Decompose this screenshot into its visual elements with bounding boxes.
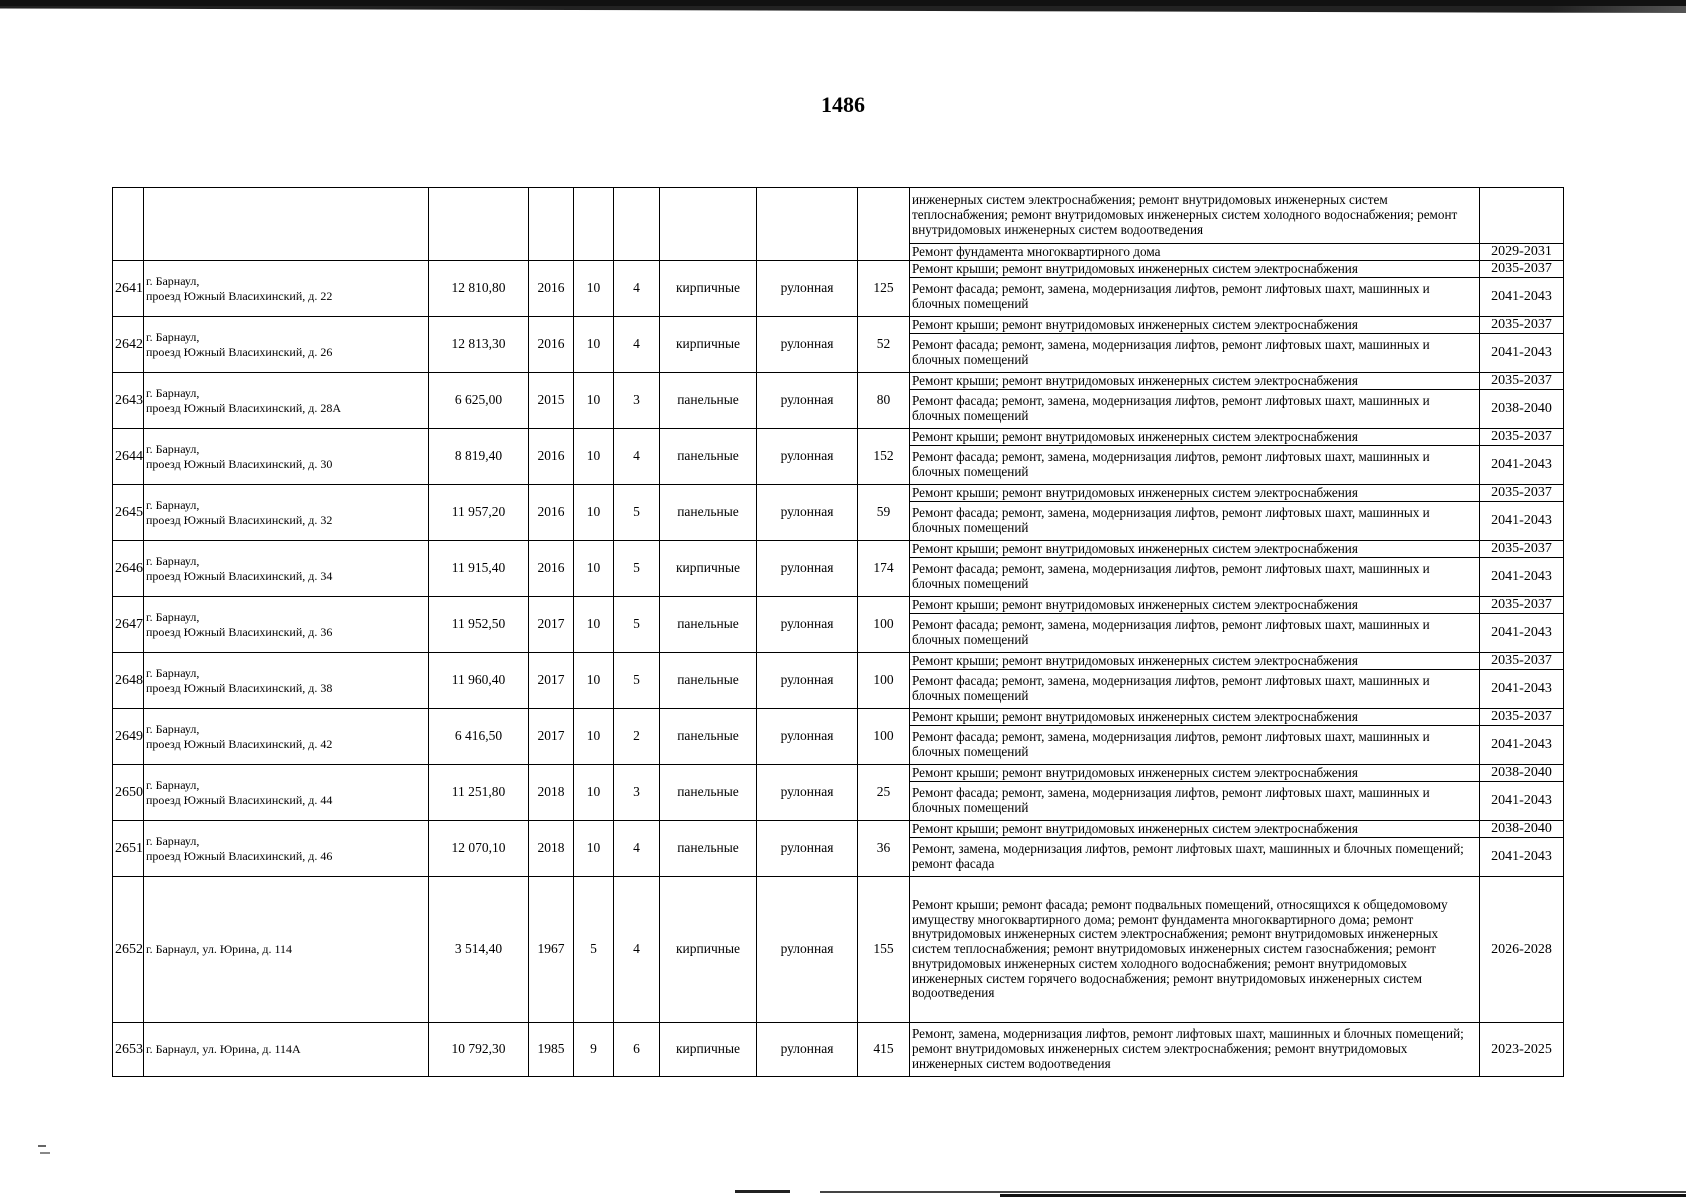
area-cell: 8 819,40 — [429, 429, 529, 485]
address-street: проезд Южный Власихинский, д. 36 — [146, 624, 333, 639]
year-cell: 2016 — [529, 485, 574, 541]
period-cell: 2035-2037 — [1480, 597, 1564, 614]
row-number: 2651 — [113, 821, 144, 877]
table-row — [113, 373, 1564, 390]
row-number: 2643 — [113, 373, 144, 429]
table-row — [113, 597, 1564, 614]
table-row — [113, 653, 1564, 670]
works-cell: Ремонт, замена, модернизация лифтов, ремонт лифтовых шахт, машинных и блочных помещений; ремонт фасада — [910, 838, 1480, 877]
year-cell: 2017 — [529, 597, 574, 653]
period-cell: 2041-2043 — [1480, 334, 1564, 373]
entrances-cell: 5 — [614, 541, 660, 597]
table-row — [113, 429, 1564, 446]
period-cell: 2041-2043 — [1480, 614, 1564, 653]
works-cell: Ремонт фасада; ремонт, замена, модернизация лифтов, ремонт лифтовых шахт, машинных и блочных помещений — [910, 446, 1480, 485]
roof-type-cell: рулонная — [757, 261, 858, 317]
floors-cell: 10 — [574, 373, 614, 429]
residents-cell: 52 — [858, 317, 910, 373]
year-cell: 2018 — [529, 765, 574, 821]
works-cell: Ремонт крыши; ремонт внутридомовых инженерных систем электроснабжения — [910, 653, 1480, 670]
entrances-cell: 4 — [614, 877, 660, 1023]
works-cell: Ремонт крыши; ремонт внутридомовых инженерных систем электроснабжения — [910, 429, 1480, 446]
address-city: г. Барнаул, — [146, 721, 200, 736]
residents-cell: 125 — [858, 261, 910, 317]
period-cell: 2035-2037 — [1480, 373, 1564, 390]
roof-type-cell: рулонная — [757, 877, 858, 1023]
period-cell: 2038-2040 — [1480, 765, 1564, 782]
area-cell: 11 960,40 — [429, 653, 529, 709]
walls-material-cell: панельные — [660, 429, 757, 485]
floors-cell: 10 — [574, 261, 614, 317]
address-street: проезд Южный Власихинский, д. 38 — [146, 680, 333, 695]
residents-cell: 100 — [858, 653, 910, 709]
residents-cell: 155 — [858, 877, 910, 1023]
area-cell: 12 070,10 — [429, 821, 529, 877]
period-cell: 2035-2037 — [1480, 653, 1564, 670]
entrances-cell: 2 — [614, 709, 660, 765]
address-cell — [144, 709, 429, 765]
address-city: г. Барнаул, — [146, 833, 200, 848]
residents-cell: 80 — [858, 373, 910, 429]
roof-type-cell: рулонная — [757, 1023, 858, 1077]
scan-edge-bottom — [820, 1191, 1686, 1193]
period-cell: 2035-2037 — [1480, 709, 1564, 726]
entrances-cell: 5 — [614, 485, 660, 541]
works-cell: Ремонт фасада; ремонт, замена, модернизация лифтов, ремонт лифтовых шахт, машинных и блочных помещений — [910, 670, 1480, 709]
works-cell: Ремонт крыши; ремонт внутридомовых инженерных систем электроснабжения — [910, 765, 1480, 782]
works-cell: Ремонт крыши; ремонт внутридомовых инженерных систем электроснабжения — [910, 597, 1480, 614]
cell-entrances — [614, 188, 660, 261]
area-cell: 3 514,40 — [429, 877, 529, 1023]
period-cell: 2041-2043 — [1480, 670, 1564, 709]
address-city: г. Барнаул, — [146, 329, 200, 344]
year-cell: 2016 — [529, 541, 574, 597]
address-street: проезд Южный Власихинский, д. 30 — [146, 456, 333, 471]
residents-cell: 59 — [858, 485, 910, 541]
roof-type-cell: рулонная — [757, 653, 858, 709]
roof-type-cell: рулонная — [757, 485, 858, 541]
floors-cell: 10 — [574, 317, 614, 373]
works-cell: Ремонт фасада; ремонт, замена, модернизация лифтов, ремонт лифтовых шахт, машинных и блочных помещений — [910, 502, 1480, 541]
walls-material-cell: кирпичные — [660, 541, 757, 597]
scan-edge-top — [0, 0, 1686, 6]
walls-material-cell: кирпичные — [660, 317, 757, 373]
floors-cell: 10 — [574, 653, 614, 709]
works-cell: Ремонт фасада; ремонт, замена, модернизация лифтов, ремонт лифтовых шахт, машинных и блочных помещений — [910, 334, 1480, 373]
entrances-cell: 3 — [614, 765, 660, 821]
address-city: г. Барнаул, — [146, 665, 200, 680]
works-cell: Ремонт крыши; ремонт внутридомовых инженерных систем электроснабжения — [910, 261, 1480, 278]
cell-num — [113, 188, 144, 261]
table-row — [113, 765, 1564, 782]
period-cell: 2035-2037 — [1480, 541, 1564, 558]
entrances-cell: 4 — [614, 317, 660, 373]
scan-mark — [38, 1145, 46, 1147]
residents-cell: 152 — [858, 429, 910, 485]
row-number: 2645 — [113, 485, 144, 541]
works-cell: Ремонт фасада; ремонт, замена, модернизация лифтов, ремонт лифтовых шахт, машинных и блочных помещений — [910, 390, 1480, 429]
address-city: г. Барнаул, — [146, 273, 200, 288]
roof-type-cell: рулонная — [757, 317, 858, 373]
area-cell: 11 957,20 — [429, 485, 529, 541]
works-cell: Ремонт крыши; ремонт фасада; ремонт подвальных помещений, относящихся к общедомовому имуществу многоквартирного дома; ремонт фундамента многоквартирного дома; ремонт внутридомовых инженерных систем электроснабжения; ремонт внутридомовых инженерных систем теплоснабжения; ремонт внутридомовых инженерных систем газоснабжения; ремонт внутридомовых инженерных систем холодного водоснабжения; ремонт внутридомовых инженерных систем горячего водоснабжения; ремонт внутридомовых инженерных систем водоотведения — [910, 877, 1480, 1023]
period-cell: 2026-2028 — [1480, 877, 1564, 1023]
works-cell: Ремонт крыши; ремонт внутридомовых инженерных систем электроснабжения — [910, 373, 1480, 390]
row-number: 2652 — [113, 877, 144, 1023]
year-cell: 2016 — [529, 429, 574, 485]
walls-material-cell: панельные — [660, 373, 757, 429]
floors-cell: 10 — [574, 765, 614, 821]
row-number: 2642 — [113, 317, 144, 373]
year-cell: 2015 — [529, 373, 574, 429]
floors-cell: 5 — [574, 877, 614, 1023]
walls-material-cell: панельные — [660, 821, 757, 877]
scan-mark — [40, 1152, 50, 1154]
address-street: проезд Южный Власихинский, д. 44 — [146, 792, 333, 807]
walls-material-cell: панельные — [660, 653, 757, 709]
works-cell: инженерных систем электроснабжения; ремонт внутридомовых инженерных систем теплоснабжения; ремонт внутридомовых инженерных систем холодного водоснабжения; ремонт внутридомовых инженерных систем водоотведения — [910, 188, 1480, 244]
works-cell: Ремонт фасада; ремонт, замена, модернизация лифтов, ремонт лифтовых шахт, машинных и блочных помещений — [910, 614, 1480, 653]
area-cell: 11 251,80 — [429, 765, 529, 821]
residents-cell: 415 — [858, 1023, 910, 1077]
row-number: 2641 — [113, 261, 144, 317]
walls-material-cell: кирпичные — [660, 1023, 757, 1077]
address-cell — [144, 597, 429, 653]
period-cell: 2035-2037 — [1480, 485, 1564, 502]
scan-edge-bottom — [735, 1190, 790, 1193]
period-cell: 2041-2043 — [1480, 838, 1564, 877]
address-cell — [144, 877, 429, 1023]
walls-material-cell: панельные — [660, 709, 757, 765]
entrances-cell: 3 — [614, 373, 660, 429]
address-cell — [144, 485, 429, 541]
period-cell: 2035-2037 — [1480, 261, 1564, 278]
address-street: проезд Южный Власихинский, д. 46 — [146, 848, 333, 863]
area-cell: 12 813,30 — [429, 317, 529, 373]
table-row — [113, 317, 1564, 334]
period-cell: 2035-2037 — [1480, 429, 1564, 446]
walls-material-cell: кирпичные — [660, 261, 757, 317]
address-cell — [144, 821, 429, 877]
floors-cell: 10 — [574, 709, 614, 765]
address-street: проезд Южный Власихинский, д. 42 — [146, 736, 333, 751]
address-cell — [144, 653, 429, 709]
table-body — [113, 188, 1564, 1077]
area-cell: 6 416,50 — [429, 709, 529, 765]
address-cell — [144, 429, 429, 485]
row-number: 2650 — [113, 765, 144, 821]
page-number: 1486 — [821, 92, 865, 117]
area-cell: 12 810,80 — [429, 261, 529, 317]
address-street: проезд Южный Власихинский, д. 22 — [146, 288, 333, 303]
floors-cell: 10 — [574, 485, 614, 541]
address-city: г. Барнаул, ул. Юрина, д. 114 — [146, 942, 293, 957]
works-cell: Ремонт фасада; ремонт, замена, модернизация лифтов, ремонт лифтовых шахт, машинных и блочных помещений — [910, 278, 1480, 317]
cell-residents — [858, 188, 910, 261]
works-cell: Ремонт, замена, модернизация лифтов, ремонт лифтовых шахт, машинных и блочных помещений; ремонт внутридомовых инженерных систем электроснабжения; ремонт внутридомовых инженерных систем водоотведения — [910, 1023, 1480, 1077]
address-street: проезд Южный Власихинский, д. 34 — [146, 568, 333, 583]
year-cell: 1985 — [529, 1023, 574, 1077]
entrances-cell: 4 — [614, 821, 660, 877]
residents-cell: 100 — [858, 597, 910, 653]
walls-material-cell: кирпичные — [660, 877, 757, 1023]
cell-area — [429, 188, 529, 261]
walls-material-cell: панельные — [660, 765, 757, 821]
address-street: проезд Южный Власихинский, д. 26 — [146, 344, 333, 359]
address-cell — [144, 765, 429, 821]
cell-address — [144, 188, 429, 261]
period-cell: 2041-2043 — [1480, 782, 1564, 821]
works-cell: Ремонт крыши; ремонт внутридомовых инженерных систем электроснабжения — [910, 485, 1480, 502]
year-cell: 2016 — [529, 261, 574, 317]
floors-cell: 10 — [574, 541, 614, 597]
address-city: г. Барнаул, — [146, 497, 200, 512]
residents-cell: 174 — [858, 541, 910, 597]
scan-edge-shadow — [0, 6, 1686, 13]
works-cell: Ремонт крыши; ремонт внутридомовых инженерных систем электроснабжения — [910, 709, 1480, 726]
period-cell: 2035-2037 — [1480, 317, 1564, 334]
address-city: г. Барнаул, — [146, 609, 200, 624]
roof-type-cell: рулонная — [757, 765, 858, 821]
period-cell: 2041-2043 — [1480, 278, 1564, 317]
row-number: 2653 — [113, 1023, 144, 1077]
area-cell: 11 915,40 — [429, 541, 529, 597]
continuation-row — [113, 188, 1564, 244]
table-row — [113, 541, 1564, 558]
area-cell: 11 952,50 — [429, 597, 529, 653]
walls-material-cell: панельные — [660, 597, 757, 653]
year-cell: 1967 — [529, 877, 574, 1023]
works-cell: Ремонт крыши; ремонт внутридомовых инженерных систем электроснабжения — [910, 541, 1480, 558]
address-cell — [144, 261, 429, 317]
residents-cell: 25 — [858, 765, 910, 821]
year-cell: 2017 — [529, 709, 574, 765]
table-row — [113, 709, 1564, 726]
housing-register-table — [112, 187, 1564, 1077]
works-cell: Ремонт крыши; ремонт внутридомовых инженерных систем электроснабжения — [910, 821, 1480, 838]
cell-walls — [660, 188, 757, 261]
table-row — [113, 485, 1564, 502]
floors-cell: 10 — [574, 821, 614, 877]
roof-type-cell: рулонная — [757, 429, 858, 485]
period-cell: 2041-2043 — [1480, 502, 1564, 541]
table-row — [113, 1023, 1564, 1077]
works-cell: Ремонт фасада; ремонт, замена, модернизация лифтов, ремонт лифтовых шахт, машинных и блочных помещений — [910, 558, 1480, 597]
row-number: 2648 — [113, 653, 144, 709]
floors-cell: 10 — [574, 429, 614, 485]
roof-type-cell: рулонная — [757, 373, 858, 429]
period-cell: 2038-2040 — [1480, 821, 1564, 838]
cell-floors — [574, 188, 614, 261]
entrances-cell: 5 — [614, 597, 660, 653]
address-cell — [144, 541, 429, 597]
scan-edge-bottom — [1000, 1194, 1686, 1197]
period-cell: 2041-2043 — [1480, 558, 1564, 597]
entrances-cell: 4 — [614, 261, 660, 317]
roof-type-cell: рулонная — [757, 709, 858, 765]
year-cell: 2017 — [529, 653, 574, 709]
entrances-cell: 5 — [614, 653, 660, 709]
address-city: г. Барнаул, — [146, 553, 200, 568]
walls-material-cell: панельные — [660, 485, 757, 541]
period-cell: 2023-2025 — [1480, 1023, 1564, 1077]
row-number: 2646 — [113, 541, 144, 597]
roof-type-cell: рулонная — [757, 597, 858, 653]
entrances-cell: 6 — [614, 1023, 660, 1077]
area-cell: 6 625,00 — [429, 373, 529, 429]
address-city: г. Барнаул, — [146, 441, 200, 456]
address-street: проезд Южный Власихинский, д. 28А — [146, 400, 342, 415]
residents-cell: 100 — [858, 709, 910, 765]
works-cell: Ремонт фасада; ремонт, замена, модернизация лифтов, ремонт лифтовых шахт, машинных и блочных помещений — [910, 782, 1480, 821]
period-cell: 2038-2040 — [1480, 390, 1564, 429]
year-cell: 2018 — [529, 821, 574, 877]
period-cell: 2041-2043 — [1480, 726, 1564, 765]
period-cell: 2029-2031 — [1480, 244, 1564, 261]
year-cell: 2016 — [529, 317, 574, 373]
row-number: 2647 — [113, 597, 144, 653]
row-number: 2649 — [113, 709, 144, 765]
works-cell: Ремонт крыши; ремонт внутридомовых инженерных систем электроснабжения — [910, 317, 1480, 334]
period-cell — [1480, 188, 1564, 244]
address-street: проезд Южный Власихинский, д. 32 — [146, 512, 333, 527]
works-cell: Ремонт фундамента многоквартирного дома — [910, 244, 1480, 261]
roof-type-cell: рулонная — [757, 541, 858, 597]
table-row — [113, 261, 1564, 278]
area-cell: 10 792,30 — [429, 1023, 529, 1077]
works-cell: Ремонт фасада; ремонт, замена, модернизация лифтов, ремонт лифтовых шахт, машинных и блочных помещений — [910, 726, 1480, 765]
address-city: г. Барнаул, — [146, 777, 200, 792]
cell-year — [529, 188, 574, 261]
table-row — [113, 821, 1564, 838]
residents-cell: 36 — [858, 821, 910, 877]
address-cell — [144, 317, 429, 373]
entrances-cell: 4 — [614, 429, 660, 485]
roof-type-cell: рулонная — [757, 821, 858, 877]
address-city: г. Барнаул, — [146, 385, 200, 400]
address-cell — [144, 1023, 429, 1077]
address-cell — [144, 373, 429, 429]
period-cell: 2041-2043 — [1480, 446, 1564, 485]
address-city: г. Барнаул, ул. Юрина, д. 114А — [146, 1042, 301, 1057]
floors-cell: 10 — [574, 597, 614, 653]
table-row — [113, 877, 1564, 1023]
cell-roof — [757, 188, 858, 261]
row-number: 2644 — [113, 429, 144, 485]
floors-cell: 9 — [574, 1023, 614, 1077]
